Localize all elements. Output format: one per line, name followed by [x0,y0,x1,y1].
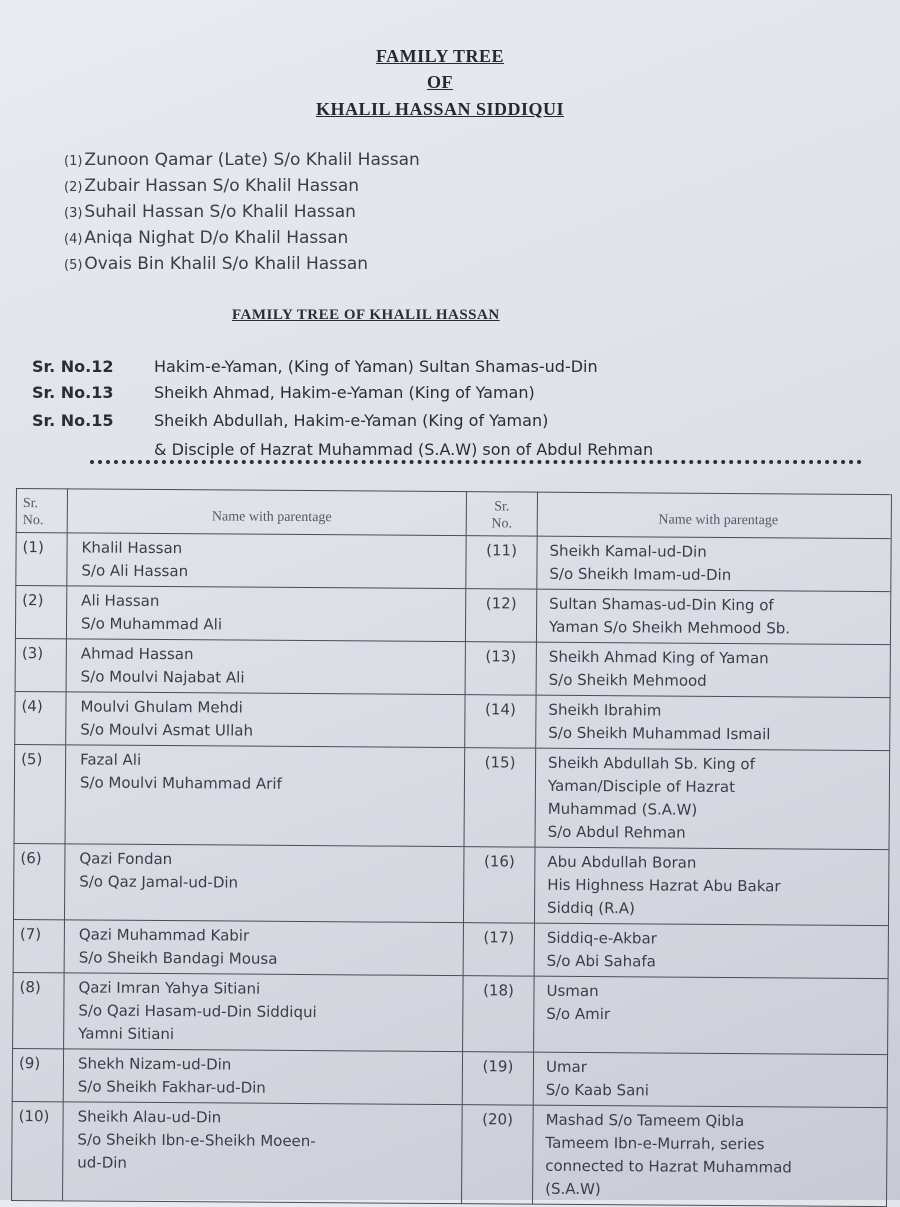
cell-name-parentage [66,692,465,748]
cell-name-parentage [535,748,890,849]
name-line: S/o Moulvi Asmat Ullah [80,720,254,740]
document-title-line2: OF [427,72,453,92]
cell-sr-no: (1) [16,533,67,586]
name-line: Ali Hassan [81,591,160,611]
cell-sr-no: (4) [15,691,66,744]
cell-sr-no: (16) [463,847,535,923]
name-line: S/o Qaz Jamal-ud-Din [79,872,239,892]
name-line: Sheikh Ahmad King of Yaman [548,647,769,668]
cell-name-parentage [536,589,890,644]
cell-sr-no: (8) [13,972,65,1048]
table-row [15,638,890,697]
cell-name-parentage [537,536,891,591]
name-line: ud-Din [77,1153,128,1172]
document-title-line3: KHALIL HASSAN SIDDIQUI [315,99,565,119]
child-item [64,202,356,222]
child-item [64,254,368,274]
name-line: Sheikh Kamal-ud-Din [549,541,707,561]
table-row [12,1048,887,1107]
cell-name-parentage [534,976,889,1054]
cell-name-parentage [536,695,890,750]
reference-text: Sheikh Ahmad, Hakim-e-Yaman (King of Yaman) [154,383,535,402]
name-line: Usman [546,981,599,1001]
cell-name-parentage [63,1102,463,1204]
header-sr-line1: Sr. [22,496,39,512]
child-number: (5) [64,258,83,273]
table-row [13,919,888,978]
table-header-row [16,489,891,539]
name-line: Shekh Nizam-ud-Din [77,1054,232,1074]
name-line: Tameem Ibn-e-Murrah, series [545,1133,765,1154]
name-line: Fazal Ali [80,750,142,769]
name-line: S/o Kaab Sani [545,1080,650,1100]
name-line: S/o Moulvi Muhammad Arif [79,773,282,793]
cell-sr-no: (11) [466,536,537,589]
name-line: Muhammad (S.A.W) [547,799,698,819]
cell-sr-no: (15) [464,748,536,847]
cell-sr-no: (18) [463,976,535,1052]
child-number: (1) [64,154,83,169]
name-line: S/o Abdul Rehman [547,822,686,842]
reference-text: Sheikh Abdullah, Hakim-e-Yaman (King of Yaman) [154,411,549,430]
name-line: Moulvi Ghulam Mehdi [80,697,243,717]
reference-line [32,357,598,376]
reference-label: Sr. No.15 [32,411,114,430]
child-item [64,228,348,248]
child-text: Aniqa Nighat D/o Khalil Hassan [84,228,349,248]
cell-sr-no: (13) [465,642,536,695]
cell-name-parentage [64,973,464,1052]
name-line: S/o Sheikh Mehmood [548,670,707,690]
name-line: Qazi Fondan [79,849,173,869]
cell-name-parentage [533,1105,888,1206]
table-row [13,843,889,925]
name-line: Sheikh Ibrahim [548,700,662,720]
name-line: Siddiq (R.A) [547,898,635,918]
name-line: S/o Muhammad Ali [80,614,223,634]
cell-sr-no: (14) [465,695,536,748]
cell-name-parentage [534,923,888,978]
cell-sr-no: (12) [465,589,536,642]
child-text: Ovais Bin Khalil S/o Khalil Hassan [84,254,369,274]
name-line: Mashad S/o Tameem Qibla [545,1110,745,1131]
table-row [14,744,890,849]
cell-sr-no: (2) [15,586,66,639]
reference-continuation: & Disciple of Hazrat Muhammad (S.A.W) son of Abdul Rehman [154,440,654,459]
name-line: Yaman S/o Sheikh Mehmood Sb. [548,617,791,638]
name-line: S/o Sheikh Bandagi Mousa [78,948,278,968]
cell-sr-no: (3) [15,638,66,691]
name-line: Yamni Sitiani [78,1024,175,1044]
name-line: Khalil Hassan [81,538,183,558]
cell-name-parentage [534,847,889,925]
child-number: (4) [64,232,83,247]
reference-label: Sr. No.12 [32,357,114,376]
cell-name-parentage [64,844,464,923]
cell-name-parentage [533,1052,887,1107]
name-line: S/o Amir [546,1004,611,1024]
header-name: Name with parentage [67,489,466,536]
table-row [15,691,890,750]
cell-sr-no: (20) [462,1105,534,1204]
name-line: Sheikh Alau-ud-Din [77,1107,222,1127]
name-line: Qazi Muhammad Kabir [78,925,250,945]
cell-name-parentage [66,586,465,642]
cell-sr-no: (19) [462,1052,533,1105]
name-line: (S.A.W) [545,1179,601,1199]
cell-name-parentage [66,639,465,695]
name-line: Qazi Imran Yahya Sitiani [78,978,261,998]
cell-sr-no: (17) [463,923,534,976]
child-number: (3) [64,206,83,221]
child-text: Suhail Hassan S/o Khalil Hassan [84,202,356,222]
header-sr-no [466,492,537,536]
header-sr-line2: No. [491,516,513,532]
reference-label: Sr. No.13 [32,383,114,402]
header-name: Name with parentage [537,492,891,538]
name-line: S/o Sheikh Muhammad Ismail [548,723,771,744]
header-sr-line1: Sr. [494,499,510,515]
cell-sr-no: (7) [13,919,64,972]
name-line: Yaman/Disciple of Hazrat [547,776,736,797]
header-sr-no [16,489,67,533]
cell-name-parentage [65,745,465,847]
section-subheading: FAMILY TREE OF KHALIL HASSAN [232,307,500,323]
family-tree-table [11,488,892,1207]
name-line: His Highness Hazrat Abu Bakar [547,875,781,896]
name-line: Siddiq-e-Akbar [546,928,657,948]
cell-name-parentage [64,920,463,976]
child-text: Zunoon Qamar (Late) S/o Khalil Hassan [84,150,420,170]
name-line: S/o Qazi Hasam-ud-Din Siddiqui [78,1001,317,1022]
document-title-line1: FAMILY TREE [375,46,505,66]
table-row [12,1101,888,1206]
child-item [64,150,420,170]
child-number: (2) [64,180,83,195]
name-line: Sultan Shamas-ud-Din King of [549,594,774,615]
name-line: S/o Sheikh Fakhar-ud-Din [77,1077,266,1097]
child-text: Zubair Hassan S/o Khalil Hassan [84,176,360,196]
cell-name-parentage [67,533,466,589]
reference-line [32,383,535,402]
name-line: S/o Ali Hassan [81,561,189,581]
name-line: Umar [545,1057,587,1076]
name-line: S/o Moulvi Najabat Ali [80,667,245,687]
table-row [13,972,889,1054]
cell-name-parentage [536,642,890,697]
cell-sr-no: (9) [12,1048,63,1101]
name-line: S/o Abi Sahafa [546,951,656,971]
name-line: Ahmad Hassan [80,644,194,664]
table-row [16,533,891,592]
name-line: S/o Sheikh Imam-ud-Din [549,564,732,584]
name-line: Sheikh Abdullah Sb. King of [548,753,755,774]
name-line: S/o Sheikh Ibn-e-Sheikh Moeen- [77,1130,316,1151]
cell-name-parentage [63,1049,462,1105]
table-row [15,586,890,645]
dotted-divider [90,460,862,464]
reference-line [32,411,548,430]
child-item [64,176,359,196]
cell-sr-no: (10) [12,1101,64,1200]
reference-text: Hakim-e-Yaman, (King of Yaman) Sultan Shamas-ud-Din [154,357,598,376]
name-line: connected to Hazrat Muhammad [545,1156,792,1177]
header-sr-line2: No. [22,513,44,529]
cell-sr-no: (6) [13,843,65,919]
table-body [12,533,892,1207]
name-line: Abu Abdullah Boran [547,852,697,872]
cell-sr-no: (5) [14,744,66,843]
